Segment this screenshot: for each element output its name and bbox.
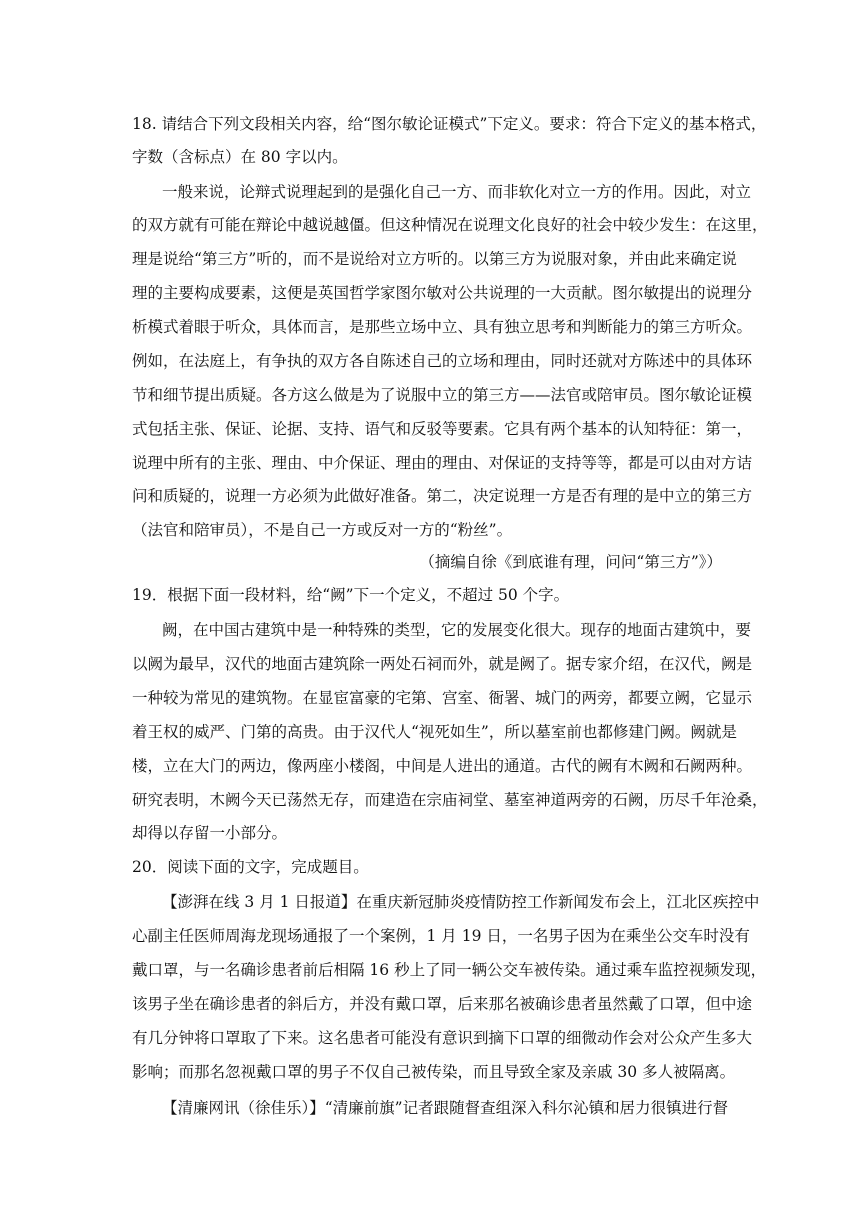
q18-passage-line: 的双方就有可能在辩论中越说越僵。但这种情况在说理文化良好的社会中较少发生：在这里， xyxy=(132,216,768,234)
q18-passage-line: 节和细节提出质疑。各方这么做是为了说服中立的第三方——法官或陪审员。图尔敏论证模 xyxy=(132,386,753,404)
q19-passage-line: 着王权的威严、门第的高贵。由于汉代人“视死如生”，所以墓室前也都修建门阙。阙就是 xyxy=(132,723,737,741)
q19-passage-line: 却得以存留一小部分。 xyxy=(132,824,288,842)
q18-passage-line: 例如，在法庭上，有争执的双方各自陈述自己的立场和理由，同时还就对方陈述中的具体环 xyxy=(132,352,753,370)
q18-passage-line: 式包括主张、保证、论据、支持、语气和反驳等要素。它具有两个基本的认知特征：第一， xyxy=(132,420,753,438)
q18-passage-line: （法官和陪审员），不是自己一方或反对一方的“粉丝”。 xyxy=(132,521,513,539)
q20-passage-line: 戴口罩，与一名确诊患者前后相隔 16 秒上了同一辆公交车被传染。通过乘车监控视频发现， xyxy=(132,961,767,979)
q18-source-citation: （摘编自徐《到底谁有理，问问“第三方”》） xyxy=(419,553,722,571)
q18-passage-line: 理是说给“第三方”听的，而不是说给对立方听的。以第三方为说服对象，并由此来确定说 xyxy=(132,250,737,268)
q19-passage-line: 以阙为最早，汉代的地面古建筑除一两处石祠而外，就是阙了。据专家介绍，在汉代，阙是 xyxy=(132,655,753,673)
q20-passage2-line: 【清廉网讯（徐佳乐）】“清廉前旗”记者跟随督查组深入科尔沁镇和居力很镇进行督 xyxy=(162,1099,729,1117)
q20-passage-line: 心副主任医师周海龙现场通报了一个案例，1 月 19 日，一名男子因为在乘坐公交车时没有 xyxy=(132,927,750,945)
q20-prompt: 20．阅读下面的文字，完成题目。 xyxy=(132,858,369,876)
q19-passage-line: 研究表明，木阙今天已荡然无存，而建造在宗庙祠堂、墓室神道两旁的石阙，历尽千年沧桑， xyxy=(132,791,768,809)
q19-passage-line: 楼，立在大门的两边，像两座小楼阁，中间是人进出的通道。古代的阙有木阙和石阙两种。 xyxy=(132,757,753,775)
q19-prompt: 19．根据下面一段材料，给“阙”下一个定义，不超过 50 个字。 xyxy=(132,586,570,604)
q20-passage-line: 【澎湃在线 3 月 1 日报道】在重庆新冠肺炎疫情防控工作新闻发布会上，江北区疾控中 xyxy=(162,893,760,911)
q18-prompt-line-1: 18. 请结合下列文段相关内容，给“图尔敏论证模式”下定义。要求：符合下定义的基本格式， xyxy=(132,115,767,133)
q18-passage-line: 说理中所有的主张、理由、中介保证、理由的理由、对保证的支持等等，都是可以由对方诘 xyxy=(132,454,753,472)
q19-passage-line: 一种较为常见的建筑物。在显宦富豪的宅第、宫室、衙署、城门的两旁，都要立阙，它显示 xyxy=(132,689,753,707)
q18-passage-line: 析模式着眼于听众，具体而言，是那些立场中立、具有独立思考和判断能力的第三方听众。 xyxy=(132,318,753,336)
q18-passage-line: 一般来说，论辩式说理起到的是强化自己一方、而非软化对立一方的作用。因此，对立 xyxy=(162,183,752,201)
q18-passage-line: 理的主要构成要素，这便是英国哲学家图尔敏对公共说理的一大贡献。图尔敏提出的说理分 xyxy=(132,284,753,302)
q19-passage-line: 阙，在中国古建筑中是一种特殊的类型，它的发展变化很大。现存的地面古建筑中，要 xyxy=(162,621,752,639)
q20-passage-line: 有几分钟将口罩取了下来。这名患者可能没有意识到摘下口罩的细微动作会对公众产生多大 xyxy=(132,1029,753,1047)
q20-passage-line: 影响；而那名忽视戴口罩的男子不仅自己被传染，而且导致全家及亲戚 30 多人被隔离。 xyxy=(132,1063,736,1081)
q18-passage-line: 问和质疑的，说理一方必须为此做好准备。第二，决定说理一方是否有理的是中立的第三方 xyxy=(132,487,753,505)
q18-prompt-line-2: 字数（含标点）在 80 字以内。 xyxy=(132,148,348,166)
q20-passage-line: 该男子坐在确诊患者的斜后方，并没有戴口罩，后来那名被确诊患者虽然戴了口罩，但中途 xyxy=(132,995,753,1013)
